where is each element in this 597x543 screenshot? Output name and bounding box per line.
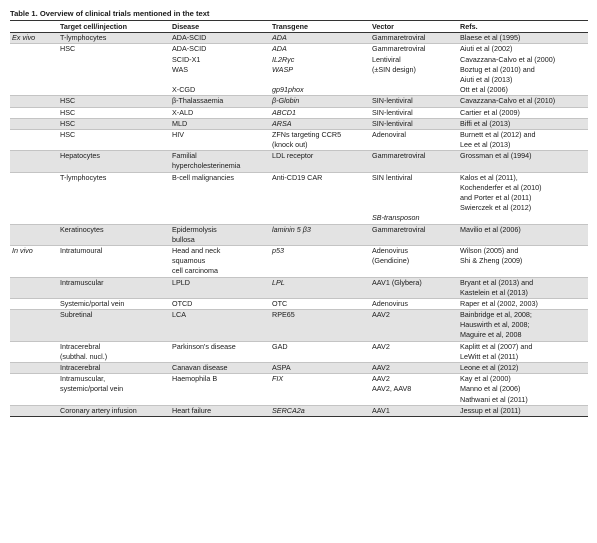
- cell-text: Gammaretroviral: [372, 151, 426, 161]
- cell-vector: [370, 224, 458, 245]
- cell-target: [58, 96, 170, 107]
- cell-text: Intracerebral: [60, 363, 101, 373]
- cell-vector: [370, 44, 458, 96]
- cell-text: Subretinal: [60, 310, 93, 320]
- cell-category: [10, 363, 58, 374]
- cell-text: [12, 44, 56, 54]
- cell-vector: [370, 310, 458, 342]
- cell-category: [10, 33, 58, 44]
- cell-text: AAV2: [372, 363, 390, 373]
- cell-disease: [170, 363, 270, 374]
- cell-text: ARSA: [272, 118, 292, 128]
- cell-text: [12, 406, 56, 416]
- cell-text: Cavazzana-Calvo et al (2000): [460, 54, 556, 64]
- cell-transgene: [270, 172, 370, 224]
- cell-disease: [170, 33, 270, 44]
- cell-category: [10, 118, 58, 129]
- cell-transgene: [270, 298, 370, 309]
- cell-text: Haemophila B: [172, 374, 218, 384]
- cell-text: [12, 108, 56, 118]
- header-cell-target: Target cell/injection: [60, 22, 127, 31]
- cell-text: OTC: [272, 298, 288, 308]
- cell-category: [10, 405, 58, 416]
- cell-disease: [170, 277, 270, 298]
- cell-text: SB-transposon: [372, 213, 420, 223]
- cell-text: AAV2: [372, 374, 390, 384]
- cell-refs: [458, 33, 588, 44]
- header-row: [10, 21, 588, 33]
- cell-text: MLD: [172, 118, 188, 128]
- cell-text: ADA-SCID: [172, 44, 207, 54]
- cell-refs: [458, 277, 588, 298]
- table-row: [10, 298, 588, 309]
- cell-refs: [458, 107, 588, 118]
- cell-text: [12, 151, 56, 161]
- cell-category: [10, 224, 58, 245]
- cell-text: Lee et al (2013): [460, 140, 511, 150]
- cell-target: [58, 245, 170, 277]
- cell-text: [12, 374, 56, 384]
- cell-text: In vivo: [12, 245, 33, 255]
- cell-text: T-lymphocytes: [60, 33, 107, 43]
- cell-text: AAV1: [372, 405, 390, 415]
- cell-text: [12, 130, 56, 140]
- cell-refs: [458, 151, 588, 172]
- table-row: [10, 224, 588, 245]
- cell-transgene: [270, 374, 370, 406]
- cell-text: [372, 183, 456, 193]
- cell-refs: [458, 405, 588, 416]
- cell-disease: [170, 129, 270, 150]
- cell-text: Head and neck: [172, 245, 221, 255]
- cell-text: LPLD: [172, 277, 190, 287]
- cell-text: Leone et al (2012): [460, 363, 519, 373]
- cell-text: X-ALD: [172, 107, 194, 117]
- cell-category: [10, 374, 58, 406]
- cell-vector: [370, 33, 458, 44]
- cell-refs: [458, 298, 588, 309]
- cell-disease: [170, 172, 270, 224]
- cell-text: ADA: [272, 33, 287, 43]
- cell-target: [58, 224, 170, 245]
- cell-text: Cavazzana-Calvo et al (2010): [460, 96, 556, 106]
- cell-refs: [458, 224, 588, 245]
- cell-category: [10, 341, 58, 362]
- cell-target: [58, 44, 170, 96]
- cell-text: Wilson (2005) and: [460, 245, 519, 255]
- cell-vector: [370, 363, 458, 374]
- cell-text: WAS: [172, 64, 189, 74]
- header-cell-category: [10, 21, 58, 33]
- cell-text: [12, 363, 56, 373]
- table-row: [10, 44, 588, 96]
- cell-transgene: [270, 118, 370, 129]
- cell-text: ADA-SCID: [172, 33, 207, 43]
- cell-text: bullosa: [172, 234, 195, 244]
- cell-text: RPE65: [272, 310, 295, 320]
- cell-transgene: [270, 44, 370, 96]
- cell-refs: [458, 96, 588, 107]
- cell-text: (knock out): [272, 140, 308, 150]
- cell-transgene: [270, 245, 370, 277]
- cell-target: [58, 118, 170, 129]
- cell-text: X-CGD: [172, 85, 196, 95]
- cell-vector: [370, 118, 458, 129]
- cell-text: Kochenderfer et al (2010): [460, 182, 542, 192]
- cell-text: AAV2, AAV8: [372, 384, 412, 394]
- cell-text: Bainbridge et al, 2008;: [460, 310, 532, 320]
- table-row: [10, 33, 588, 44]
- table-row: [10, 151, 588, 172]
- cell-text: Boztug et al (2010) and: [460, 64, 535, 74]
- cell-text: Jessup et al (2011): [460, 405, 521, 415]
- cell-target: [58, 374, 170, 406]
- cell-text: and Porter et al (2011): [460, 193, 532, 203]
- cell-text: LPL: [272, 277, 285, 287]
- cell-target: [58, 341, 170, 362]
- cell-text: hypercholesterinemia: [172, 161, 241, 171]
- cell-text: β-Thalassaemia: [172, 96, 224, 106]
- cell-text: [12, 310, 56, 320]
- cell-target: [58, 107, 170, 118]
- cell-text: Nathwani et al (2011): [460, 394, 528, 404]
- cell-text: Intramuscular,: [60, 374, 106, 384]
- cell-text: Familial: [172, 151, 197, 161]
- cell-text: Intramuscular: [60, 277, 104, 287]
- cell-target: [58, 298, 170, 309]
- cell-transgene: [270, 96, 370, 107]
- cell-text: AAV2: [372, 310, 390, 320]
- cell-disease: [170, 341, 270, 362]
- cell-text: Lentiviral: [372, 54, 401, 64]
- cell-text: ZFNs targeting CCR5: [272, 129, 342, 139]
- cell-text: HSC: [60, 96, 76, 106]
- cell-text: Anti-CD19 CAR: [272, 172, 323, 182]
- cell-text: LCA: [172, 310, 186, 320]
- cell-disease: [170, 405, 270, 416]
- cell-text: Gammaretroviral: [372, 33, 426, 43]
- cell-text: Biffi et al (2013): [460, 118, 511, 128]
- cell-text: Grossman et al (1994): [460, 151, 532, 161]
- table-row: [10, 118, 588, 129]
- header-cell-transgene: Transgene: [272, 22, 308, 31]
- cell-text: Kastelein et al (2013): [460, 287, 528, 297]
- cell-vector: [370, 129, 458, 150]
- cell-text: [12, 342, 56, 352]
- cell-text: β-Globin: [272, 96, 300, 106]
- cell-disease: [170, 374, 270, 406]
- cell-transgene: [270, 107, 370, 118]
- cell-text: SIN-lentiviral: [372, 96, 413, 106]
- table-row: [10, 172, 588, 224]
- cell-text: HSC: [60, 44, 76, 54]
- cell-text: Canavan disease: [172, 363, 228, 373]
- cell-category: [10, 107, 58, 118]
- cell-text: Adenovirus: [372, 298, 408, 308]
- cell-text: systemic/portal vein: [60, 384, 124, 394]
- cell-text: IL2Rγc: [272, 54, 295, 64]
- cell-text: Swierczek et al (2012): [460, 203, 532, 213]
- cell-text: [12, 225, 56, 235]
- cell-text: Systemic/portal vein: [60, 298, 125, 308]
- cell-text: [12, 173, 56, 183]
- cell-text: Bryant et al (2013) and: [460, 277, 534, 287]
- cell-text: Adenovirus: [372, 245, 408, 255]
- header-cell-disease: Disease: [172, 22, 200, 31]
- cell-disease: [170, 224, 270, 245]
- cell-text: Cartier et al (2009): [460, 107, 520, 117]
- cell-text: WASP: [272, 64, 294, 74]
- cell-target: [58, 129, 170, 150]
- cell-text: Gammaretroviral: [372, 224, 426, 234]
- cell-text: Kay et al (2000): [460, 374, 511, 384]
- cell-disease: [170, 310, 270, 342]
- cell-text: HSC: [60, 129, 76, 139]
- cell-text: [372, 193, 456, 203]
- table-row: [10, 310, 588, 342]
- cell-transgene: [270, 129, 370, 150]
- cell-category: [10, 172, 58, 224]
- cell-category: [10, 245, 58, 277]
- cell-text: Parkinson's disease: [172, 341, 236, 351]
- cell-refs: [458, 374, 588, 406]
- cell-text: [272, 75, 368, 85]
- cell-text: [372, 85, 456, 95]
- cell-category: [10, 277, 58, 298]
- cell-text: Aiuti et al (2002): [460, 44, 513, 54]
- cell-category: [10, 129, 58, 150]
- cell-text: [372, 203, 456, 213]
- cell-vector: [370, 172, 458, 224]
- cell-text: Maguire et al, 2008: [460, 330, 522, 340]
- cell-text: [372, 75, 456, 85]
- cell-vector: [370, 245, 458, 277]
- cell-text: [12, 299, 56, 309]
- cell-text: p53: [272, 245, 284, 255]
- table-row: [10, 277, 588, 298]
- table-row: [10, 107, 588, 118]
- cell-text: Ex vivo: [12, 33, 36, 43]
- cell-target: [58, 310, 170, 342]
- cell-refs: [458, 172, 588, 224]
- cell-disease: [170, 245, 270, 277]
- table-row: [10, 96, 588, 107]
- cell-text: [12, 278, 56, 288]
- cell-vector: [370, 96, 458, 107]
- header-cell-vector: Vector: [372, 22, 394, 31]
- cell-text: GAD: [272, 341, 288, 351]
- cell-text: B-cell malignancies: [172, 172, 234, 182]
- cell-refs: [458, 310, 588, 342]
- table-row: [10, 245, 588, 277]
- cell-refs: [458, 245, 588, 277]
- cell-text: LeWitt et al (2011): [460, 351, 519, 361]
- cell-text: SIN-lentiviral: [372, 118, 413, 128]
- cell-text: SCID-X1: [172, 54, 201, 64]
- cell-text: FIX: [272, 374, 284, 384]
- cell-text: gp91phox: [272, 85, 304, 95]
- cell-vector: [370, 151, 458, 172]
- cell-vector: [370, 374, 458, 406]
- cell-text: Adenoviral: [372, 129, 406, 139]
- cell-text: Aiuti et al (2013): [460, 74, 513, 84]
- cell-refs: [458, 44, 588, 96]
- cell-text: Kaplitt et al (2007) and: [460, 341, 533, 351]
- cell-target: [58, 405, 170, 416]
- cell-text: [172, 75, 268, 85]
- cell-refs: [458, 341, 588, 362]
- cell-text: AAV1 (Glybera): [372, 277, 422, 287]
- cell-category: [10, 298, 58, 309]
- cell-target: [58, 277, 170, 298]
- cell-text: (Gendicine): [372, 256, 410, 266]
- table-body: [10, 33, 588, 417]
- cell-text: SIN lentiviral: [372, 172, 413, 182]
- cell-text: Intratumoural: [60, 245, 103, 255]
- cell-text: Gammaretroviral: [372, 44, 426, 54]
- cell-text: Intracerebral: [60, 341, 101, 351]
- cell-transgene: [270, 363, 370, 374]
- cell-text: Ott et al (2006): [460, 85, 508, 95]
- cell-category: [10, 96, 58, 107]
- clinical-trials-table: [10, 20, 588, 417]
- table-row: [10, 405, 588, 416]
- cell-category: [10, 44, 58, 96]
- cell-text: ABCD1: [272, 107, 296, 117]
- cell-text: Shi & Zheng (2009): [460, 256, 523, 266]
- cell-target: [58, 172, 170, 224]
- cell-text: Burnett et al (2012) and: [460, 129, 536, 139]
- cell-text: OTCD: [172, 298, 193, 308]
- cell-text: cell carcinoma: [172, 266, 218, 276]
- cell-text: [12, 96, 56, 106]
- cell-target: [58, 33, 170, 44]
- cell-text: Coronary artery infusion: [60, 405, 137, 415]
- table-header: [10, 21, 588, 33]
- cell-text: HIV: [172, 129, 184, 139]
- table-row: [10, 374, 588, 406]
- cell-refs: [458, 129, 588, 150]
- cell-text: squamous: [172, 256, 206, 266]
- cell-transgene: [270, 341, 370, 362]
- cell-text: laminin 5 β3: [272, 224, 311, 234]
- cell-text: Keratinocytes: [60, 224, 104, 234]
- cell-transgene: [270, 33, 370, 44]
- cell-text: SERCA2a: [272, 405, 305, 415]
- cell-vector: [370, 298, 458, 309]
- cell-text: Blaese et al (1995): [460, 33, 521, 43]
- cell-transgene: [270, 277, 370, 298]
- cell-disease: [170, 96, 270, 107]
- cell-text: HSC: [60, 107, 76, 117]
- cell-disease: [170, 107, 270, 118]
- cell-text: Hepatocytes: [60, 151, 100, 161]
- cell-target: [58, 151, 170, 172]
- cell-vector: [370, 107, 458, 118]
- cell-category: [10, 151, 58, 172]
- document-page: [10, 8, 588, 417]
- cell-text: T-lymphocytes: [60, 172, 107, 182]
- cell-text: (±SIN design): [372, 64, 416, 74]
- cell-vector: [370, 341, 458, 362]
- cell-text: Heart failure: [172, 405, 212, 415]
- cell-text: Kalos et al (2011),: [460, 172, 518, 182]
- table-row: [10, 341, 588, 362]
- cell-vector: [370, 277, 458, 298]
- cell-text: ADA: [272, 44, 287, 54]
- cell-text: SIN-lentiviral: [372, 107, 413, 117]
- cell-refs: [458, 363, 588, 374]
- cell-disease: [170, 151, 270, 172]
- table-row: [10, 363, 588, 374]
- cell-disease: [170, 298, 270, 309]
- cell-text: LDL receptor: [272, 151, 314, 161]
- cell-transgene: [270, 310, 370, 342]
- cell-text: HSC: [60, 118, 76, 128]
- cell-text: Hauswirth et al, 2008;: [460, 320, 530, 330]
- cell-text: Mavilio et al (2006): [460, 224, 521, 234]
- cell-transgene: [270, 405, 370, 416]
- cell-transgene: [270, 151, 370, 172]
- cell-text: (subthal. nucl.): [60, 351, 108, 361]
- cell-text: AAV2: [372, 341, 390, 351]
- cell-text: Manno et al (2006): [460, 384, 521, 394]
- cell-category: [10, 310, 58, 342]
- cell-text: Raper et al (2002, 2003): [460, 298, 538, 308]
- cell-text: Epidermolysis: [172, 224, 217, 234]
- cell-vector: [370, 405, 458, 416]
- header-cell-refs: Refs.: [460, 22, 478, 31]
- table-row: [10, 129, 588, 150]
- cell-target: [58, 363, 170, 374]
- cell-transgene: [270, 224, 370, 245]
- cell-refs: [458, 118, 588, 129]
- table-caption: Table 1. Overview of clinical trials mentioned in the text: [10, 9, 210, 18]
- cell-text: ASPA: [272, 363, 291, 373]
- cell-text: [12, 119, 56, 129]
- cell-disease: [170, 44, 270, 96]
- cell-disease: [170, 118, 270, 129]
